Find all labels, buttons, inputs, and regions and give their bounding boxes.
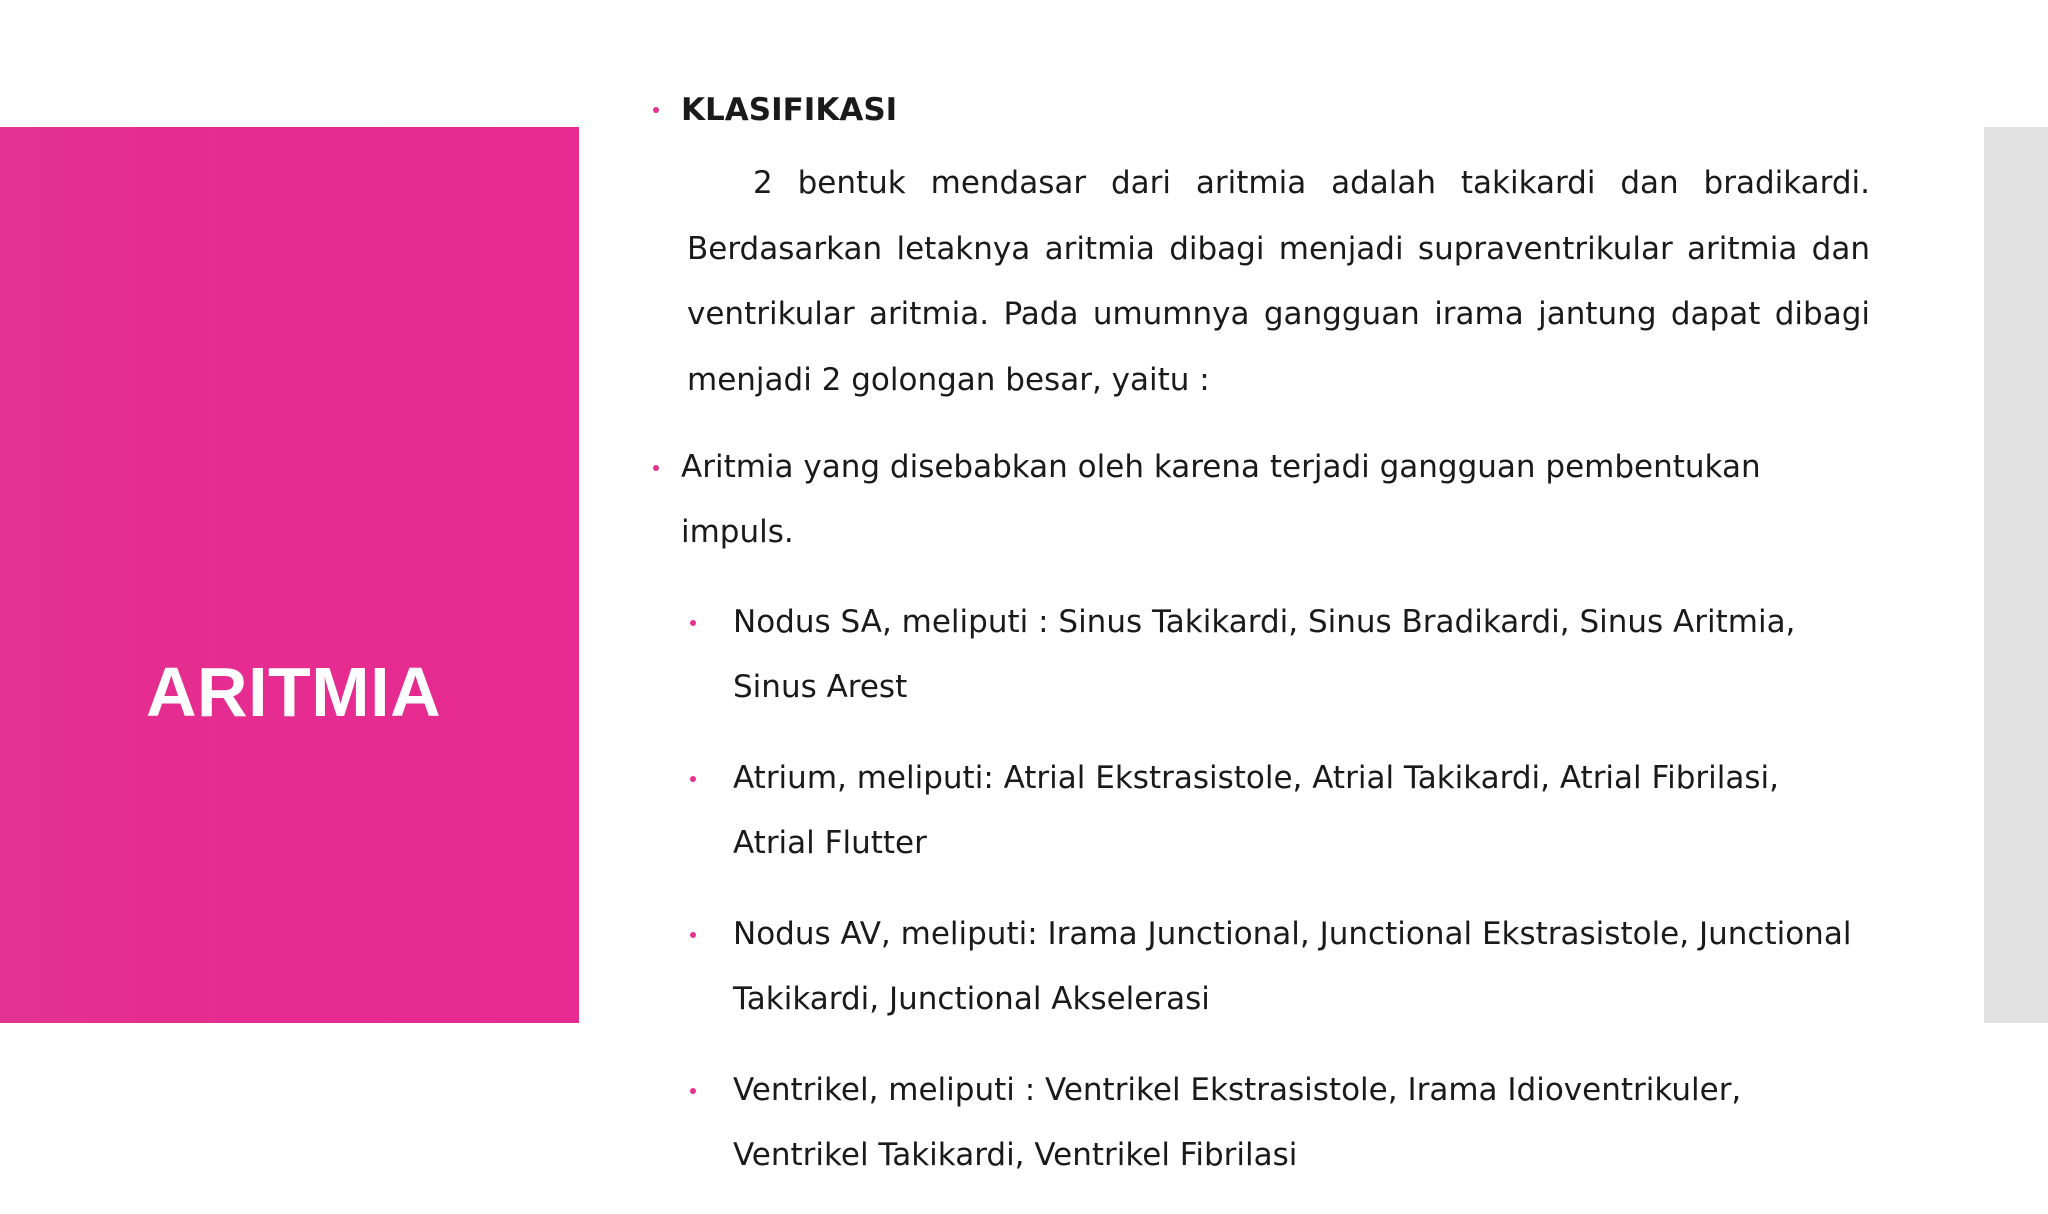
bullet-dot-icon bbox=[690, 932, 696, 938]
bullet-item bbox=[648, 435, 1878, 565]
slide-title: ARITMIA bbox=[146, 653, 442, 731]
slide-content bbox=[648, 85, 1878, 1214]
section-heading-text: KLASIFIKASI bbox=[681, 92, 898, 128]
sub-bullet-list bbox=[648, 590, 1863, 1188]
sub-bullet-text: Ventrikel, meliputi : Ventrikel Ekstrasistole, Irama Idioventrikuler, Ventrikel Takikardi, Ventrikel Fibrilasi bbox=[733, 1072, 1742, 1173]
sub-bullet-text: Nodus SA, meliputi : Sinus Takikardi, Sinus Bradikardi, Sinus Aritmia, Sinus Arest bbox=[733, 604, 1796, 705]
intro-paragraph: 2 bentuk mendasar dari aritmia adalah takikardi dan bradikardi. Berdasarkan letaknya aritmia dibagi menjadi supraventrikular aritmia dan ventrikular aritmia. Pada umumnya gangguan irama jantung dapat dibagi menjadi 2 golongan besar, yaitu : bbox=[687, 165, 1870, 398]
sub-bullet-item bbox=[733, 746, 1863, 876]
sub-bullet-item bbox=[733, 902, 1863, 1032]
bullet-dot-icon bbox=[653, 107, 659, 113]
bullet-item-text: Aritmia yang disebabkan oleh karena terjadi gangguan pembentukan impuls. bbox=[681, 449, 1761, 550]
section-heading bbox=[648, 85, 1878, 135]
bullet-dot-icon bbox=[690, 1088, 696, 1094]
sub-bullet-item bbox=[733, 1058, 1863, 1188]
sub-bullet-item bbox=[733, 590, 1863, 720]
sub-bullet-text: Nodus AV, meliputi: Irama Junctional, Junctional Ekstrasistole, Junctional Takikardi, Junctional Akselerasi bbox=[733, 916, 1852, 1017]
bullet-dot-icon bbox=[690, 620, 696, 626]
bullet-dot-icon bbox=[690, 776, 696, 782]
bullet-dot-icon bbox=[653, 465, 659, 471]
title-panel bbox=[0, 127, 579, 1023]
sub-bullet-text: Atrium, meliputi: Atrial Ekstrasistole, Atrial Takikardi, Atrial Fibrilasi, Atrial Flutter bbox=[733, 760, 1779, 861]
side-accent-bar bbox=[1984, 127, 2048, 1023]
